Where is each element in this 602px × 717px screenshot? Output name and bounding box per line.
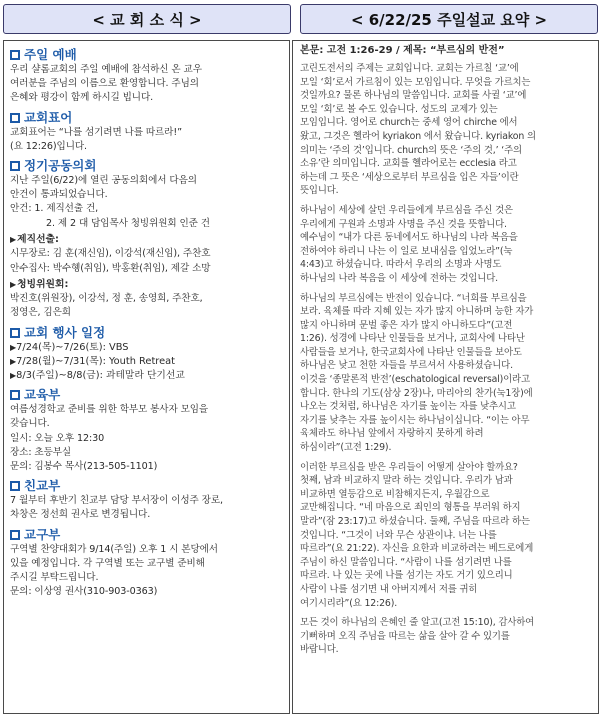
news-banner	[3, 4, 291, 34]
sermon-banner-title: < 6/22/25 주일설교 요약 >	[350, 10, 548, 29]
text-line: 박진호(위원장), 이강석, 정 훈, 송영희, 주찬호,	[10, 293, 203, 305]
sermon-line: 소유’란 의미입니다. 교회를 헬라어로는 ecclesia 라고	[300, 158, 517, 170]
text-line: 주시길 부탁드립니다.	[10, 572, 99, 584]
text-line: 문의: 김봉수 목사(213-505-1101)	[10, 461, 158, 473]
event-item: ▶7/28(월)~7/31(목): Youth Retreat	[10, 355, 175, 367]
text-line: (요 12:26)입니다.	[10, 140, 88, 152]
section-worship-title: 주일 예배	[10, 47, 285, 63]
sermon-line: 하나님이 세상에 살던 우리들에게 부르심을 주신 것은	[300, 204, 513, 216]
text-line: 일시: 오늘 오후 12:30	[10, 432, 105, 444]
text-line: 지난 주일(6/22)에 열린 공동의회에서 다음의	[10, 175, 197, 187]
text-line: 갖습니다.	[10, 418, 50, 430]
sermon-line: 비교하면 열등감으로 비참해지든지, 우월감으로	[300, 488, 490, 500]
sermon-line: 이러한 부르심을 받은 우리들이 어떻게 살아야 할까요?	[300, 461, 518, 473]
text-line: 있을 예정입니다. 각 구역별 또는 교구별 준비해	[10, 557, 205, 569]
square-outline-icon	[10, 328, 20, 338]
sermon-line: 의미는 ‘주의 것’입니다. church의 뜻은 ‘주의 것,’ ‘주의	[300, 144, 522, 156]
sermon-line: 사람들을 보거나, 한국교회사에 나타난 인물들을 보아도	[300, 346, 522, 358]
event-item: ▶7/24(목)~7/26(토): VBS	[10, 341, 129, 353]
sermon-line: 합니다. 한나의 기도(삼상 2장)나, 마리아의 찬가(눅1장)에	[300, 387, 533, 399]
triangle-right-icon: ▶	[10, 234, 17, 244]
sermon-paragraph	[300, 292, 592, 455]
sermon-line: 하심이라”(고전 1:29).	[300, 442, 392, 454]
event-item: ▶8/3(주일)~8/8(금): 과테말라 단기선교	[10, 370, 185, 382]
sermon-line: 하나님은 낮고 천한 자들을 부르셔서 사용하셨습니다.	[300, 360, 513, 372]
sermon-line: 예수님이 “내가 다른 동네에서도 하나님의 나라 복음을	[300, 232, 518, 244]
sermon-line: 것입니다. “그것이 너와 무슨 상관이냐. 너는 나를	[300, 529, 497, 541]
text-line: 시무장로: 김 훈(재신임), 이강석(재신임), 주찬호	[10, 248, 211, 260]
sermon-line: 기뻐하며 오직 주님을 따르는 삶을 살아 갈 수 있기를	[300, 630, 510, 642]
sermon-line: 것일까요? 물론 하나님의 말씀입니다. 교회를 사귈 ‘교’에	[300, 90, 527, 102]
text-line: 문의: 이상영 권사(310-903-0363)	[10, 586, 158, 598]
square-outline-icon	[10, 161, 20, 171]
section-motto-title: 교회표어	[10, 110, 285, 126]
sermon-line: 첫째, 남과 비교하지 말라 하는 것입니다. 우리가 남과	[300, 475, 513, 487]
text-line: 안건이 통과되었습니다.	[10, 189, 108, 201]
elders-subtitle: ▶제직선출:	[10, 233, 59, 245]
sermon-line: 왔고, 그것은 헬라어 kyriakon 에서 왔습니다. kyriakon 의	[300, 130, 536, 142]
sermon-line: 따르라. 나 있는 곳에 나를 섬기는 자도 거기 있으리니	[300, 570, 513, 582]
sermon-summary-column	[292, 40, 599, 714]
sermon-line: 모임입니다. 영어로 church는 중세 영어 chirche 에서	[300, 117, 518, 129]
sermon-body	[300, 62, 592, 657]
sermon-line: 우리에게 구원과 소명과 사명을 주신 것을 뜻합니다.	[300, 218, 507, 230]
sermon-line: 4:43)고 하셨습니다. 따라서 우리의 소명과 사명도	[300, 259, 502, 271]
sermon-line: 나오는 것처럼, 하나님은 자기를 높이는 자를 낮추시고	[300, 401, 516, 413]
sermon-line: 하는데 그 뜻은 ‘세상으로부터 부르심을 입은 자들’이란	[300, 171, 519, 183]
square-outline-icon	[10, 530, 20, 540]
sermon-paragraph	[300, 461, 592, 611]
text-line: 교회표어는 “나를 섬기려면 나를 따르라!”	[10, 126, 182, 138]
section-fellowship-title: 친교부	[10, 478, 285, 494]
sermon-line: 말라”(잠 23:17)고 하셨습니다. 둘째, 주님을 따르라 하는	[300, 516, 530, 527]
sermon-banner	[300, 4, 598, 34]
sermon-line: 모일 ‘회’로 볼 수도 있습니다. 성도의 교제가 있는	[300, 103, 498, 115]
committee-subtitle: ▶청빙위원회:	[10, 278, 69, 290]
triangle-right-icon: ▶	[10, 356, 17, 366]
text-line: 정영은, 김은희	[10, 307, 71, 319]
news-banner-title: < 교 회 소 식 >	[92, 10, 202, 29]
square-outline-icon	[10, 390, 20, 400]
square-outline-icon	[10, 113, 20, 123]
section-council-title: 정기공동의회	[10, 158, 285, 174]
text-line: 7 월부터 후반기 친교부 담당 부서장이 이성주 장로,	[10, 495, 223, 507]
sermon-line: 모든 것이 하나님의 은혜인 줄 알고(고전 15:10), 감사하여	[300, 617, 535, 629]
sermon-line: 많지 아니하며 문벌 좋은 자가 많지 아니하도다”(고전	[300, 319, 513, 331]
section-district-title: 교구부	[10, 527, 285, 543]
sermon-line: 따르라”(요 21:22). 자신을 요한과 비교하려는 베드로에게	[300, 543, 534, 555]
sermon-line: 여기시리라”(요 12:26).	[300, 597, 398, 609]
text-line: 우리 샬롬교회의 주일 예배에 참석하신 온 교우	[10, 64, 202, 75]
sermon-paragraph	[300, 204, 592, 286]
agenda-item: 2. 제 2 대 담임목사 청빙위원회 인준 건	[46, 217, 210, 229]
square-outline-icon	[10, 50, 20, 60]
sermon-title: 본문: 고전 1:26-29 / 제목: “부르심의 반전”	[300, 45, 505, 56]
section-events-title: 교회 행사 일정	[10, 325, 285, 341]
sermon-line: 고린도전서의 주제는 교회입니다. 교회는 가르칠 ‘교’에	[300, 63, 519, 74]
sermon-line: 전하여야 하리니 나는 이 일로 보내심을 입었노라”(눅	[300, 245, 513, 257]
sermon-line: 교만해집니다. “네 마음으로 죄인의 형통을 부러워 하지	[300, 502, 521, 514]
text-line: 구역별 찬양대회가 9/14(주일) 오후 1 시 본당에서	[10, 543, 218, 555]
sermon-paragraph	[300, 62, 592, 198]
sermon-line: 1:26). 성경에 나타난 인물들을 보거나, 교회사에 나타난	[300, 333, 525, 345]
sermon-line: 모일 ‘회’로서 가르침이 있는 모임입니다. 무엇을 가르치는	[300, 76, 531, 88]
text-line: 여러분을 주님의 이름으로 환영합니다. 주님의	[10, 78, 199, 90]
sermon-line: 하나님의 나라 복음을 이 세상에 전하는 것입니다.	[300, 272, 498, 284]
triangle-right-icon: ▶	[10, 342, 17, 352]
triangle-right-icon: ▶	[10, 371, 17, 381]
sermon-line: 사람이 나를 섬기면 내 아버지께서 저를 귀히	[300, 583, 478, 595]
sermon-line: 하나님의 부르심에는 반전이 있습니다. “너희를 부르심을	[300, 292, 527, 304]
triangle-right-icon: ▶	[10, 279, 17, 289]
text-line: 안수집사: 박수혱(취임), 박홍환(취임), 제갈 소망	[10, 262, 211, 274]
text-line: 은혜와 평강이 함께 하시길 빕니다.	[10, 92, 154, 104]
text-line: 장소: 초등부실	[10, 446, 72, 458]
section-education-title: 교육부	[10, 387, 285, 403]
sermon-line: 자기를 낮추는 자를 높이시는 하나님이십니다. “이는 아무	[300, 414, 530, 426]
text-line: 안건: 1. 제직선출 건,	[10, 203, 99, 215]
sermon-line: 뜻입니다.	[300, 185, 339, 197]
sermon-paragraph	[300, 616, 592, 657]
square-outline-icon	[10, 481, 20, 491]
sermon-line: 주님이 하신 말씀입니다. “사람이 나를 섬기려면 나를	[300, 556, 512, 568]
sermon-line: 이것을 ‘종말론적 반전’(eschatological reversal)이라고	[300, 374, 530, 386]
church-news-column	[3, 40, 290, 714]
sermon-line: 보라. 육체를 따라 지혜 있는 자가 많지 아니하며 능한 자가	[300, 306, 534, 318]
text-line: 여름성경학교 준비를 위한 학부모 봉사자 모임을	[10, 404, 209, 416]
text-line: 차창은 정선희 권사로 변경됩니다.	[10, 509, 151, 521]
sermon-line: 육체라도 하나님 앞에서 자랑하지 못하게 하려	[300, 428, 484, 440]
sermon-line: 바랍니다.	[300, 644, 339, 656]
